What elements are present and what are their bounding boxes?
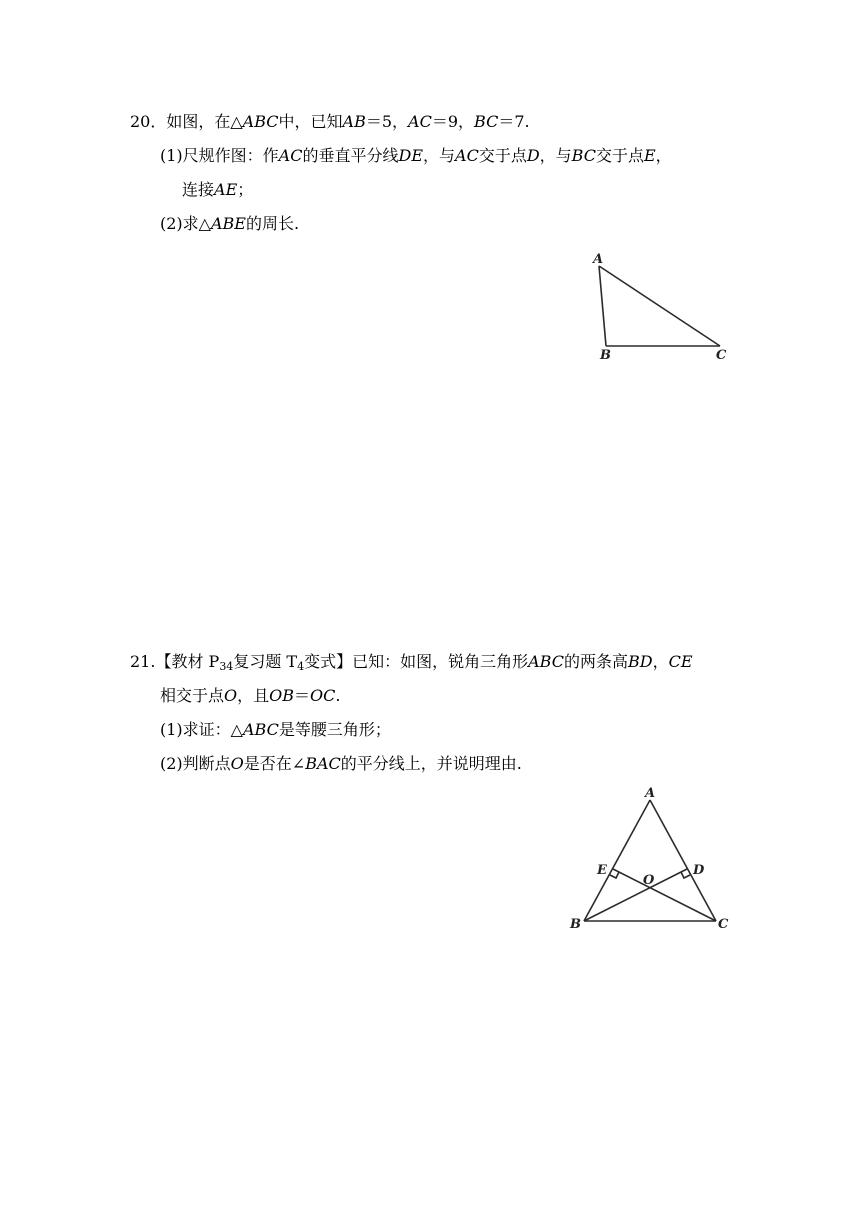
- q21-label-e: E: [597, 863, 607, 878]
- q20-part1-continued: 连接AE；: [182, 180, 254, 199]
- q21-label-d: D: [693, 863, 705, 878]
- q21-right-angle-d: [681, 872, 690, 878]
- q21-side-ac: [650, 800, 716, 921]
- q20-label-a: A: [593, 252, 604, 267]
- q20-part2: (2)求△ABE的周长.: [160, 214, 300, 233]
- q21-right-angle-e: [610, 872, 619, 878]
- q21-number: 21: [130, 652, 151, 671]
- q20-label-b: B: [600, 348, 611, 363]
- q21-stem: 21.【教材 $P_{34}$复习题 $T_4$变式】已知：如图，锐角三角形ABC的两条高BD，CE: [130, 652, 693, 673]
- q21-part2: (2)判断点O是否在∠BAC的平分线上，并说明理由.: [160, 754, 522, 773]
- q20-part1: (1)尺规作图：作AC的垂直平分线DE，与AC交于点D，与BC交于点E，: [160, 146, 672, 165]
- q20-label-c: C: [716, 348, 727, 363]
- q21-label-b: B: [570, 917, 581, 932]
- q21-side-ab: [584, 800, 650, 921]
- q21-label-a: A: [645, 786, 656, 801]
- q21-label-o: O: [643, 873, 655, 888]
- q20-stem: 20．如图，在△ABC中，已知AB＝5，AC＝9，BC＝7.: [130, 112, 530, 131]
- q20-number: 20: [130, 112, 151, 131]
- q21-label-c: C: [718, 917, 729, 932]
- q21-stem-continued: 相交于点O，且OB＝OC.: [160, 686, 341, 705]
- q21-part1: (1)求证：△ABC是等腰三角形；: [160, 720, 391, 739]
